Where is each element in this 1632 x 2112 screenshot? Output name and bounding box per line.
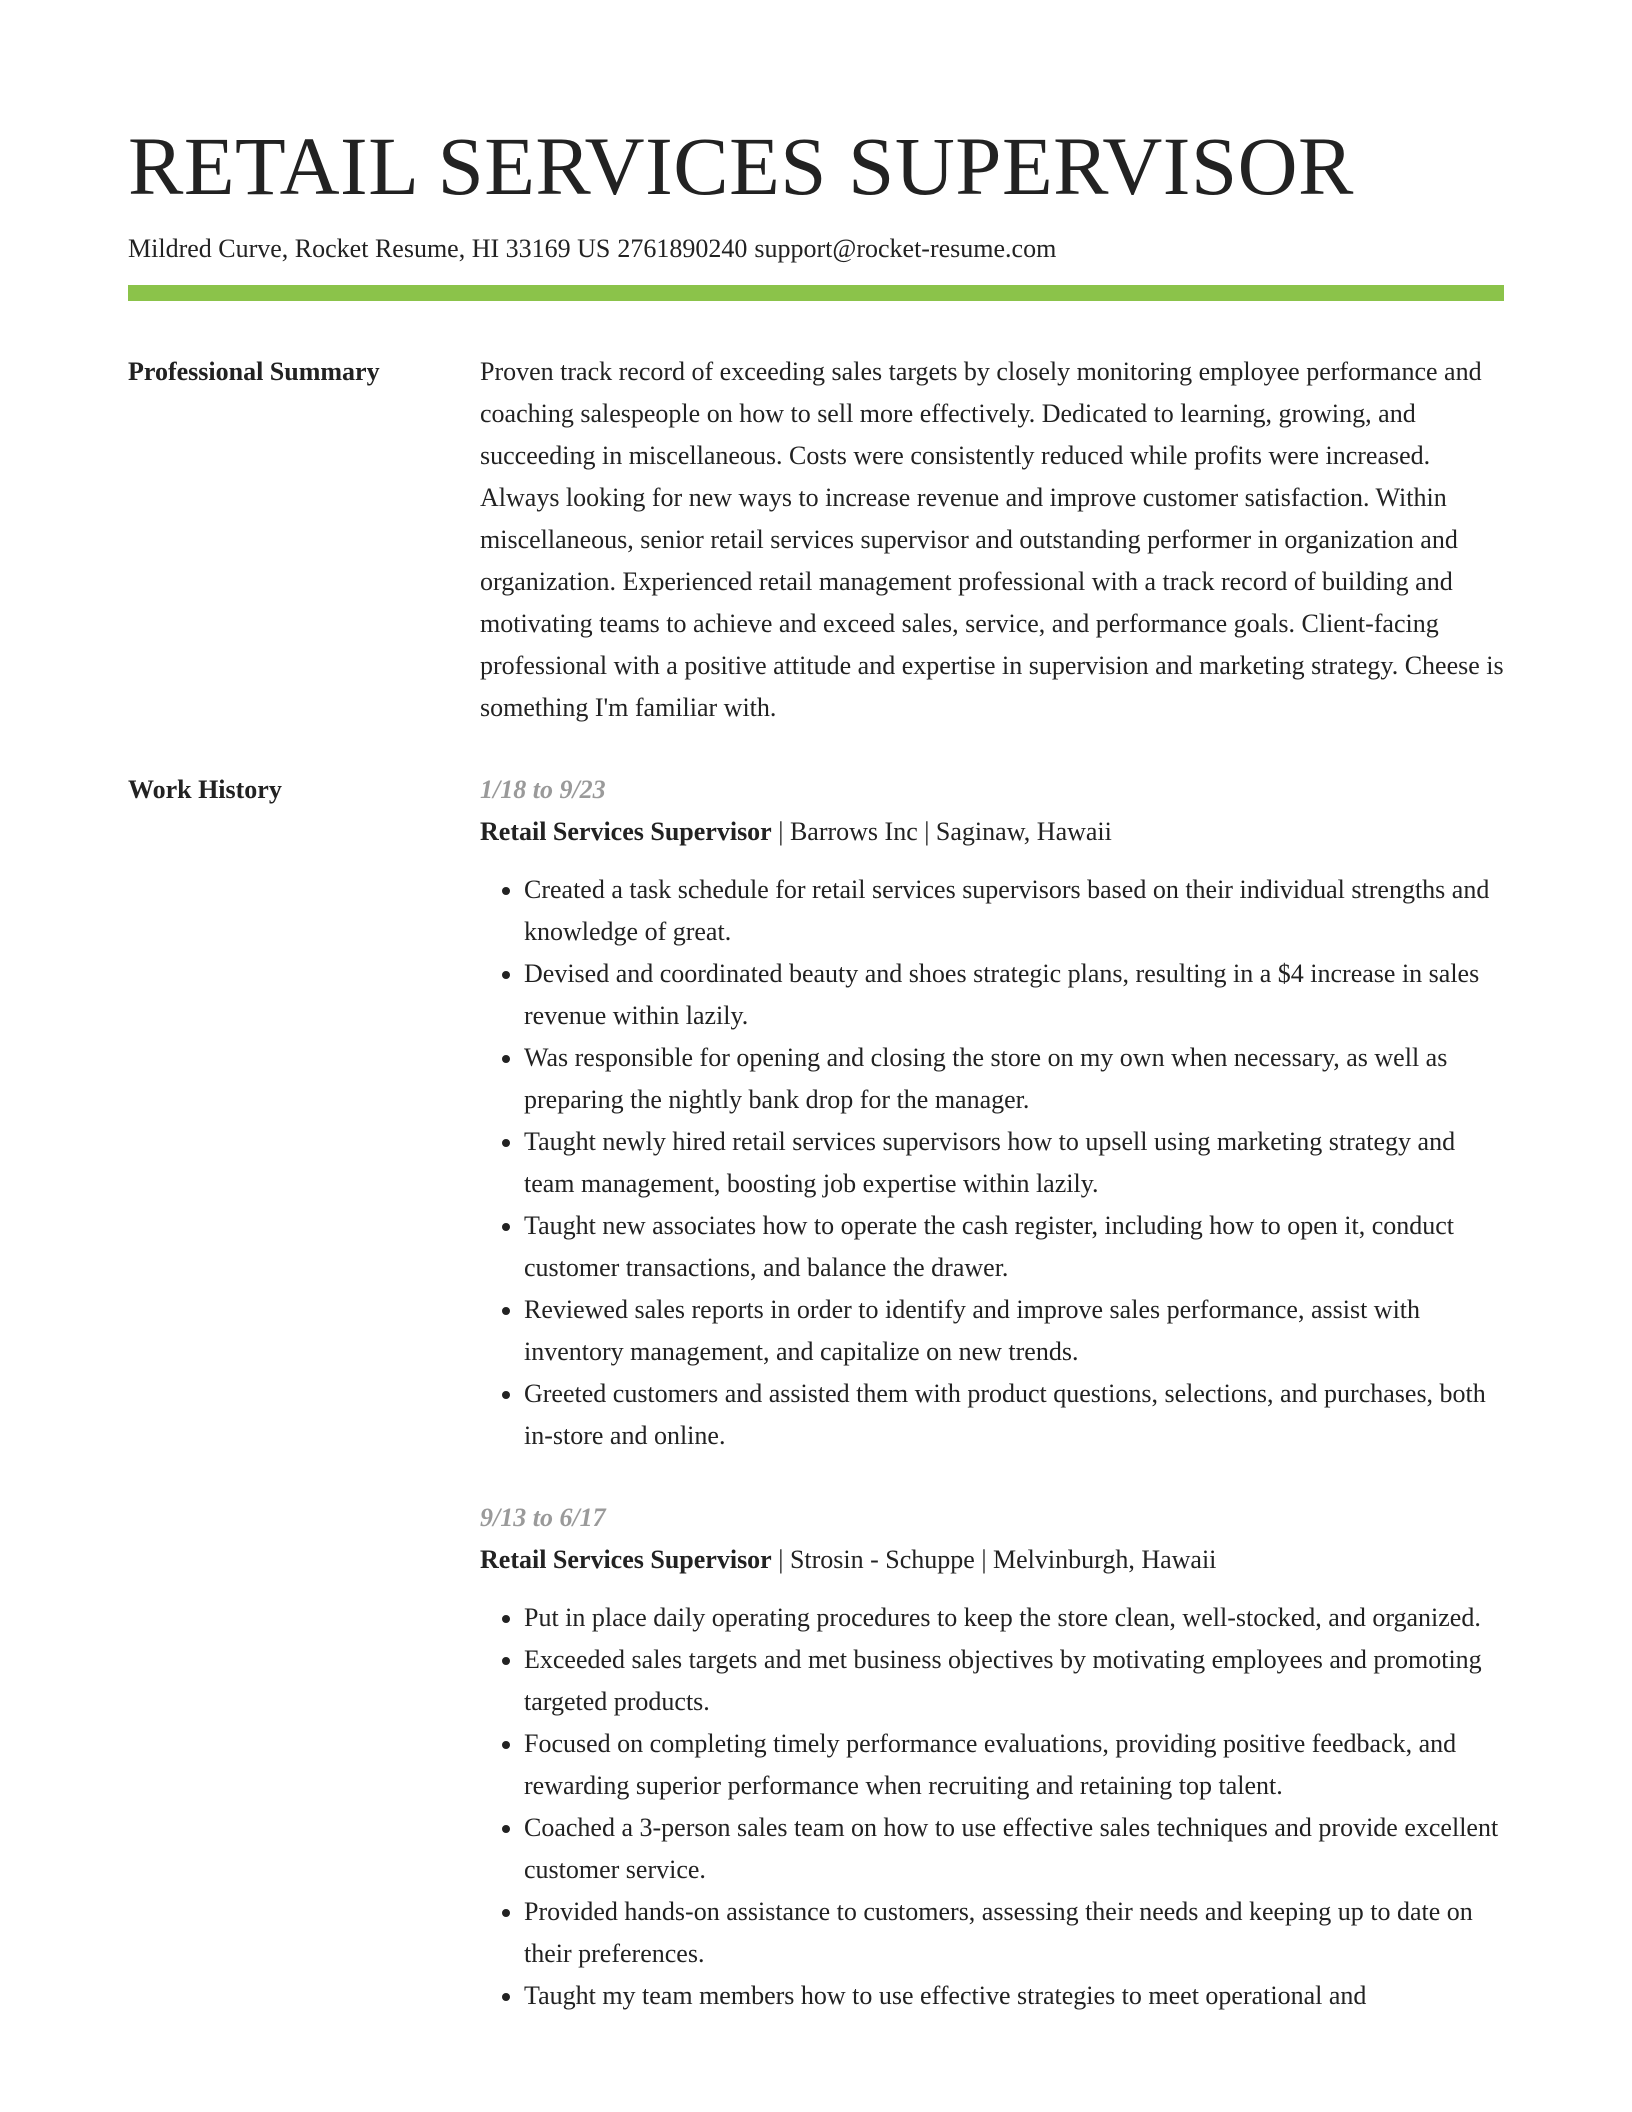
- job-dates: 1/18 to 9/23: [480, 775, 606, 804]
- resume-page: [128, 0, 1504, 2017]
- job-bullet: • Reviewed sales reports in order to identify and improve sales performance, assist with inventory management, and capitalize on new trends.: [524, 1289, 1504, 1373]
- section-label-work-history: Work History: [128, 775, 282, 804]
- job-bullet: • Taught newly hired retail services supervisors how to upsell using marketing strategy and team management, boosting job expertise within lazily.: [524, 1121, 1504, 1205]
- job-heading: [480, 811, 1504, 853]
- contact-phone: 2761890240: [617, 234, 748, 263]
- professional-summary-section: [128, 351, 1504, 729]
- section-label-summary: Professional Summary: [128, 357, 380, 386]
- job-dates: 9/13 to 6/17: [480, 1503, 606, 1532]
- job-heading: [480, 1539, 1504, 1581]
- job-entry: [480, 769, 1504, 1457]
- job-details: | Barrows Inc | Saginaw, Hawaii: [771, 817, 1112, 846]
- job-entry: [480, 1497, 1504, 2017]
- job-bullet: • Taught new associates how to operate the cash register, including how to open it, conduct customer transactions, and balance the drawer.: [524, 1205, 1504, 1289]
- job-bullet: • Exceeded sales targets and met business objectives by motivating employees and promoting targeted products.: [524, 1639, 1504, 1723]
- contact-address: Mildred Curve, Rocket Resume, HI 33169 US: [128, 234, 611, 263]
- job-bullet: • Created a task schedule for retail services supervisors based on their individual strengths and knowledge of great.: [524, 869, 1504, 953]
- job-title: Retail Services Supervisor: [480, 1545, 772, 1574]
- job-bullet: • Put in place daily operating procedures to keep the store clean, well-stocked, and organized.: [524, 1597, 1504, 1639]
- job-title: Retail Services Supervisor: [480, 817, 772, 846]
- contact-email: support@rocket-resume.com: [754, 234, 1057, 263]
- job-bullet: • Coached a 3-person sales team on how to use effective sales techniques and provide excellent customer service.: [524, 1807, 1504, 1891]
- job-bullet: • Was responsible for opening and closing the store on my own when necessary, as well as preparing the nightly bank drop for the manager.: [524, 1037, 1504, 1121]
- work-history-section: [128, 769, 1504, 2017]
- accent-divider: [128, 285, 1504, 301]
- job-bullets: [480, 869, 1504, 1457]
- job-bullet: • Devised and coordinated beauty and shoes strategic plans, resulting in a $4 increase in sales revenue within lazily.: [524, 953, 1504, 1037]
- job-bullet: • Focused on completing timely performance evaluations, providing positive feedback, and rewarding superior performance when recruiting and retaining top talent.: [524, 1723, 1504, 1807]
- job-bullet: • Greeted customers and assisted them with product questions, selections, and purchases, both in-store and online.: [524, 1373, 1504, 1457]
- job-bullet: • Taught my team members how to use effective strategies to meet operational and: [524, 1975, 1504, 2017]
- resume-title: RETAIL SERVICES SUPERVISOR: [128, 120, 1354, 212]
- job-bullet: • Provided hands-on assistance to customers, assessing their needs and keeping up to date on their preferences.: [524, 1891, 1504, 1975]
- summary-text: Proven track record of exceeding sales targets by closely monitoring employee performance and coaching salespeople on how to sell more effectively. Dedicated to learning, growing, and succeeding in miscellaneous. Costs were consistently reduced while profits were increased. Always looking for new ways to increase revenue and improve customer satisfaction. Within miscellaneous, senior retail services supervisor and outstanding performer in organization and organization. Experienced retail management professional with a track record of building and motivating teams to achieve and exceed sales, service, and performance goals. Client-facing professional with a positive attitude and expertise in supervision and marketing strategy. Cheese is something I'm familiar with.: [480, 357, 1504, 722]
- job-bullets: [480, 1597, 1504, 2017]
- job-details: | Strosin - Schuppe | Melvinburgh, Hawaii: [771, 1545, 1217, 1574]
- contact-line: [128, 232, 1504, 266]
